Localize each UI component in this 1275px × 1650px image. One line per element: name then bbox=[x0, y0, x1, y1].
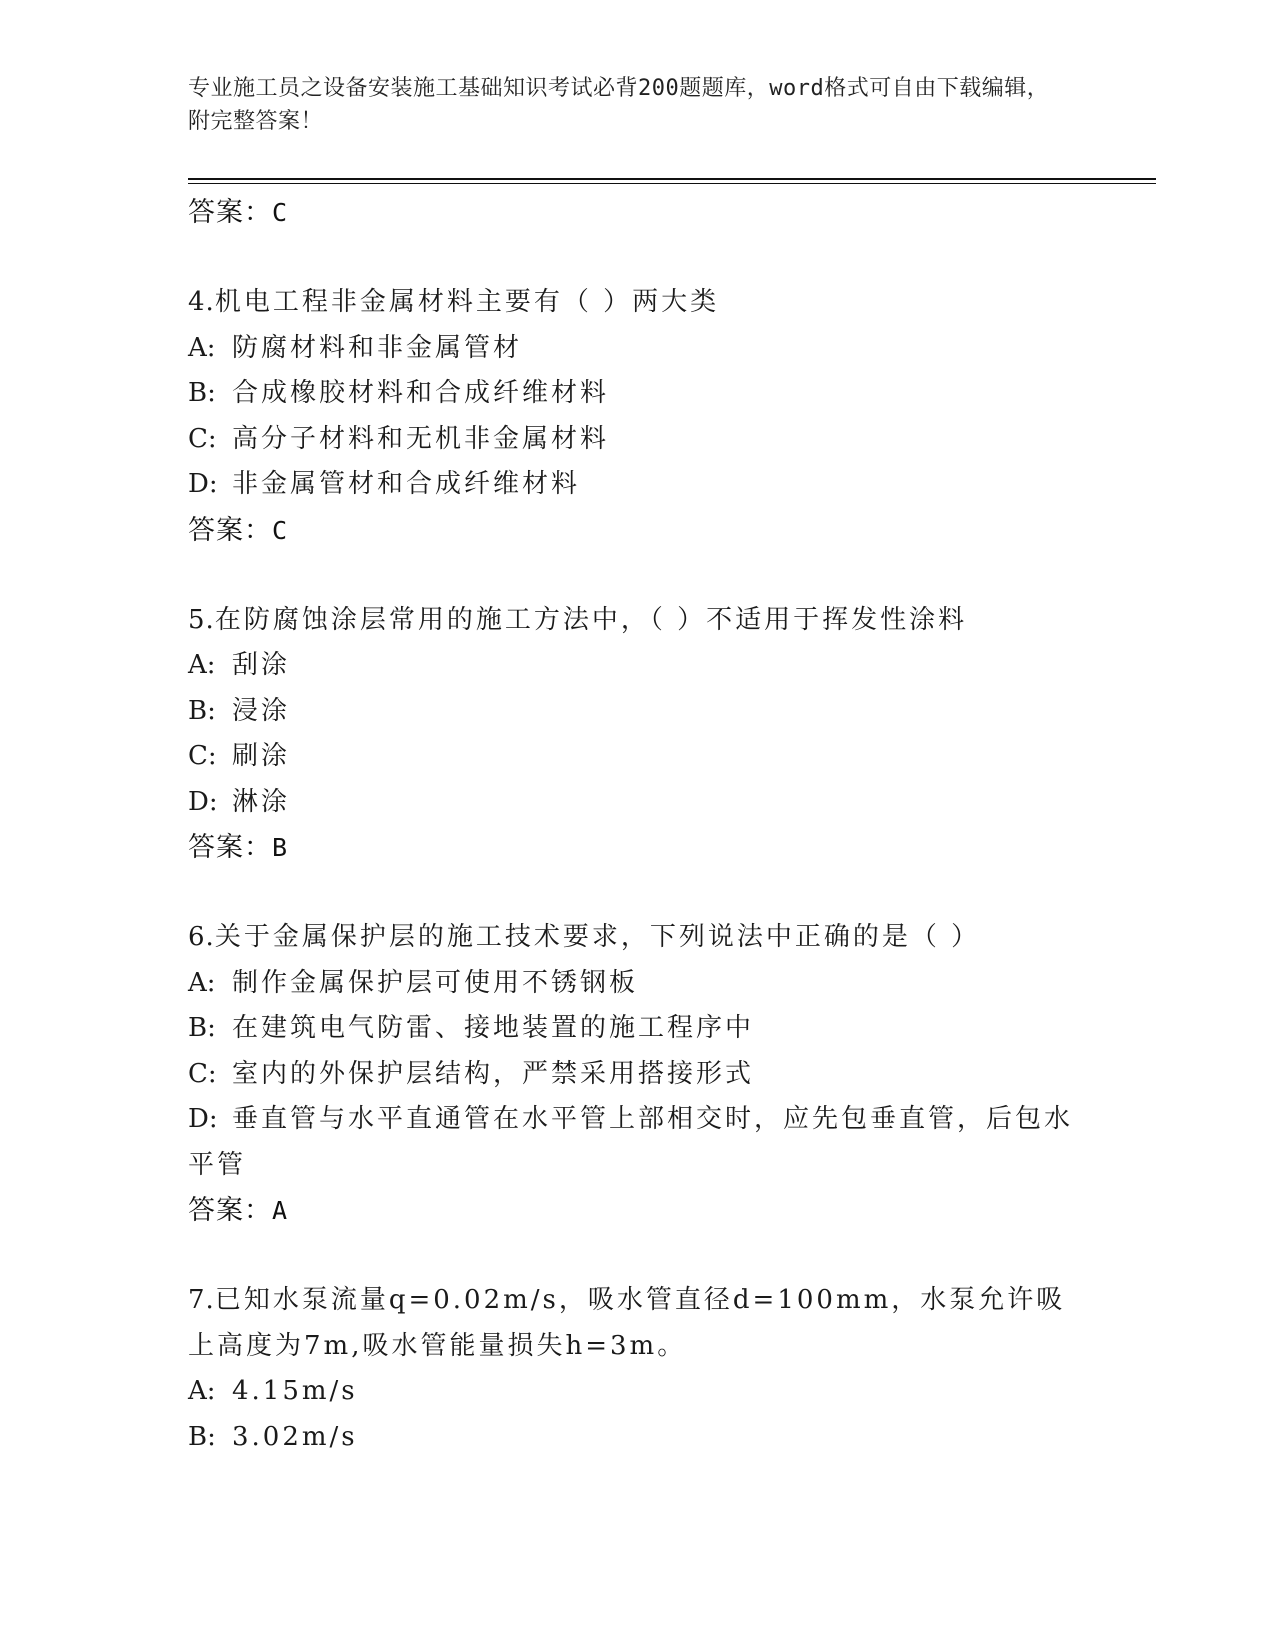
option-text: 非金属管材和合成纤维材料 bbox=[232, 469, 581, 499]
document-header bbox=[188, 72, 1068, 138]
option-key: A: bbox=[188, 1376, 216, 1406]
question-number: 6. bbox=[188, 922, 215, 952]
answer-value: C bbox=[272, 198, 289, 227]
option-d bbox=[188, 1097, 1088, 1188]
question-text: 已知水泵流量q=0.02m/s，吸水管直径d=100mm，水泵允许吸上高度为7m,吸水管能量损失h=3m。 bbox=[188, 1285, 1066, 1361]
option-text: 浸涂 bbox=[232, 695, 291, 726]
answer-line bbox=[188, 190, 1088, 236]
option-key: D: bbox=[188, 469, 218, 499]
option-key: C: bbox=[188, 1058, 217, 1089]
answer-line bbox=[188, 825, 1088, 871]
option-text: 合成橡胶材料和合成纤维材料 bbox=[232, 378, 610, 408]
answer-line bbox=[188, 508, 1088, 554]
answer-label: 答案： bbox=[188, 832, 272, 863]
question-text: 关于金属保护层的施工技术要求，下列说法中正确的是（ ） bbox=[214, 922, 981, 952]
option-c bbox=[188, 1052, 1088, 1098]
question-item bbox=[188, 1278, 1088, 1460]
option-key: B: bbox=[188, 1013, 216, 1043]
answer-value: C bbox=[272, 515, 289, 545]
document-title: 专业施工员之设备安装施工基础知识考试必背200题题库，word格式可自由下载编辑，附完整答案！ bbox=[188, 76, 1050, 134]
option-b bbox=[188, 371, 1088, 417]
answer-label: 答案： bbox=[188, 1195, 272, 1226]
option-d bbox=[188, 462, 1088, 508]
option-text: 室内的外保护层结构，严禁采用搭接形式 bbox=[232, 1058, 755, 1089]
option-text: 刷涂 bbox=[232, 741, 291, 771]
option-text: 刮涂 bbox=[232, 650, 291, 680]
question-stem bbox=[188, 1278, 1088, 1369]
option-b bbox=[188, 689, 1088, 735]
question-list bbox=[188, 190, 1088, 1460]
option-key: D: bbox=[188, 786, 218, 817]
option-a bbox=[188, 1369, 1088, 1415]
question-stem bbox=[188, 598, 1088, 644]
answer-label: 答案： bbox=[188, 197, 272, 228]
question-number: 5. bbox=[188, 604, 215, 635]
option-a bbox=[188, 326, 1088, 372]
option-key: B: bbox=[188, 1421, 216, 1452]
option-key: C: bbox=[188, 423, 217, 454]
answer-label: 答案： bbox=[188, 514, 272, 546]
question-text: 机电工程非金属材料主要有（ ）两大类 bbox=[214, 287, 720, 317]
question-item bbox=[188, 280, 1088, 554]
answer-value: A bbox=[272, 1196, 289, 1225]
option-key: D: bbox=[188, 1104, 218, 1134]
question-number: 4. bbox=[188, 287, 215, 317]
option-text: 在建筑电气防雷、接地装置的施工程序中 bbox=[232, 1013, 755, 1043]
option-key: A: bbox=[188, 650, 216, 680]
option-text: 高分子材料和无机非金属材料 bbox=[232, 423, 610, 454]
question-stem bbox=[188, 280, 1088, 326]
option-key: B: bbox=[188, 695, 216, 726]
answer-line bbox=[188, 1188, 1088, 1234]
option-text: 制作金属保护层可使用不锈钢板 bbox=[232, 967, 639, 998]
option-key: B: bbox=[188, 378, 216, 408]
question-text: 在防腐蚀涂层常用的施工方法中，（ ）不适用于挥发性涂料 bbox=[214, 604, 968, 635]
question-item bbox=[188, 915, 1088, 1234]
option-text: 淋涂 bbox=[232, 786, 291, 817]
option-text: 4.15m/s bbox=[232, 1376, 358, 1406]
header-divider bbox=[188, 178, 1156, 180]
option-key: A: bbox=[188, 332, 216, 363]
option-b bbox=[188, 1006, 1088, 1052]
option-text: 垂直管与水平直通管在水平管上部相交时，应先包垂直管，后包水平管 bbox=[188, 1104, 1074, 1180]
option-a bbox=[188, 961, 1088, 1007]
option-text: 防腐材料和非金属管材 bbox=[232, 332, 523, 363]
option-text: 3.02m/s bbox=[232, 1421, 358, 1452]
option-a bbox=[188, 643, 1088, 689]
question-stem bbox=[188, 915, 1088, 961]
option-c bbox=[188, 734, 1088, 780]
option-key: C: bbox=[188, 741, 217, 771]
question-item bbox=[188, 598, 1088, 872]
answer-value: B bbox=[272, 833, 289, 862]
option-b bbox=[188, 1415, 1088, 1461]
option-c bbox=[188, 417, 1088, 463]
option-key: A: bbox=[188, 967, 216, 998]
option-d bbox=[188, 780, 1088, 826]
question-number: 7. bbox=[188, 1285, 215, 1315]
